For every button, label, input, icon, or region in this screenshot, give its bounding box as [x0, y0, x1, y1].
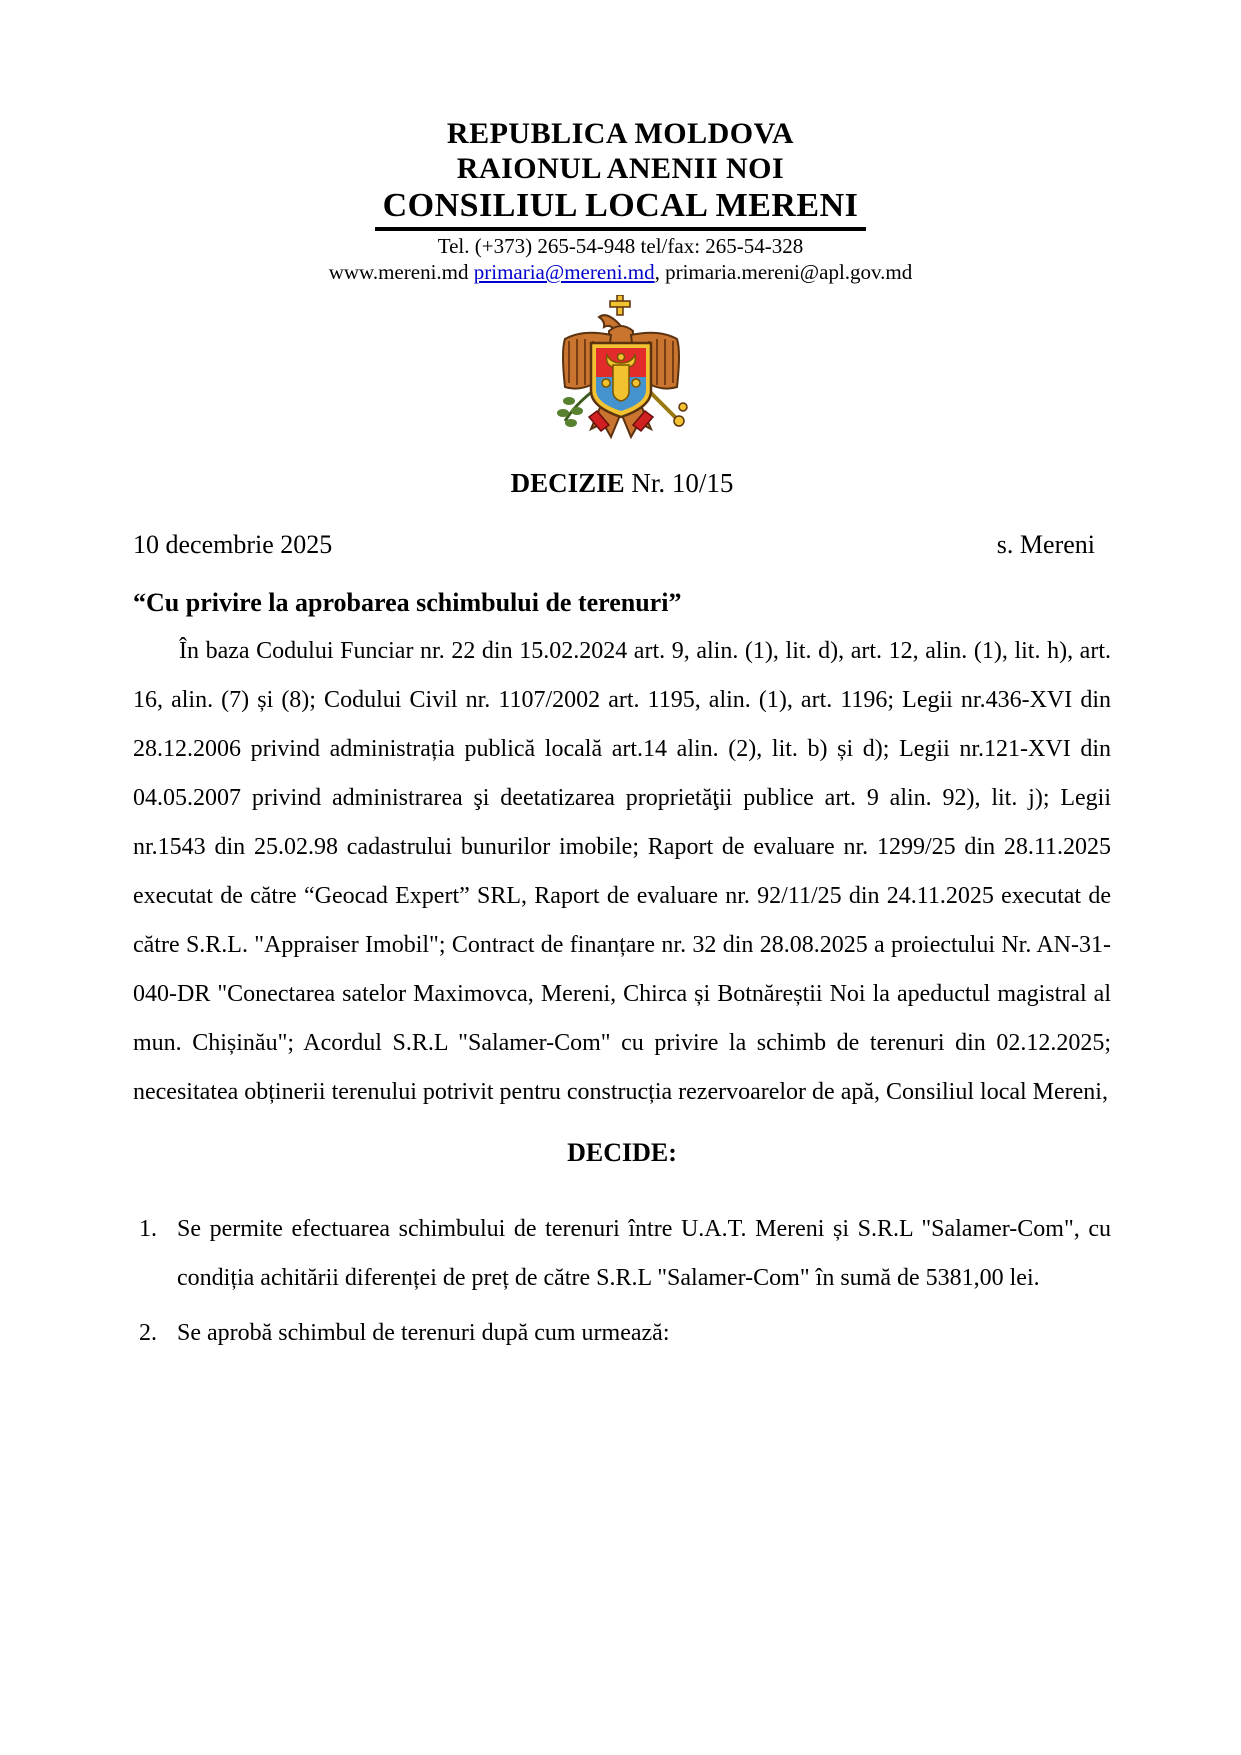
list-item [133, 1205, 1111, 1303]
date-place-row [133, 529, 1111, 561]
decision-items-list [133, 1205, 1111, 1358]
list-item-number: 2. [139, 1320, 157, 1346]
letterhead-council: CONSILIUL LOCAL MERENI [375, 188, 867, 231]
letterhead-telephone: Tel. (+373) 265-54-948 tel/fax: 265-54-328 [437, 234, 804, 258]
list-item-number: 1. [139, 1216, 157, 1242]
olive-branch-icon [557, 391, 593, 427]
shield-shape [591, 343, 651, 417]
letterhead-website: www.mereni.md [328, 260, 469, 284]
decision-title-label: DECIZIE [510, 468, 625, 498]
emblem-container [0, 295, 1241, 447]
decision-place: s. Mereni [996, 530, 1095, 559]
list-item-text: Se permite efectuarea schimbului de terenuri între U.A.T. Mereni și S.R.L "Salamer-Com", cu condiția achitării diferenței de preț de către S.R.L "Salamer-Com" în sumă de 5381,00 lei. [177, 1216, 1111, 1291]
decision-subject: “Cu privire la aprobarea schimbului de terenuri” [133, 588, 682, 617]
decide-label: DECIDE: [567, 1138, 677, 1167]
decision-date: 10 decembrie 2025 [133, 530, 333, 559]
primaria-email-link[interactable]: primaria@mereni.md [473, 260, 655, 284]
letterhead [0, 0, 1241, 285]
decision-title [133, 467, 1111, 499]
cross-icon [610, 295, 630, 315]
letterhead-council-wrap [0, 188, 1241, 231]
decision-preamble: În baza Codului Funciar nr. 22 din 15.02.2024 art. 9, alin. (1), lit. d), art. 12, alin. (1), lit. h), art. 16, alin. (7) și (8); Codului Civil nr. 1107/2002 art. 1195, alin. (1), art. 1196; Legii nr.436-XVI din 28.12.2006 privind administrația publică locală art.14 alin. (2), lit. b) și d); Legii nr.121-XVI din 04.05.2007 privind administrarea şi deetatizarea proprietăţii publice art. 9 alin. 92), lit. j); Legii nr.1543 din 25.02.98 cadastrului bunurilor imobile; Raport de evaluare nr. 1299/25 din 28.11.2025 executat de către “Geocad Expert” SRL, Raport de evaluare nr. 92/11/25 din 24.11.2025 executat de către S.R.L. "Appraiser Imobil"; Contract de finanțare nr. 32 din 28.08.2025 a proiectului Nr. AN-31-040-DR "Conectarea satelor Maximovca, Mereni, Chirca și Botnăreștii Noi la apeductul magistral al mun. Chișinău"; Acordul S.R.L "Salamer-Com" cu privire la schimb de terenuri din 02.12.2025; necesitatea obținerii terenului potrivit pentru construcția rezervoarelor de apă, Consiliul local Mereni, [133, 638, 1111, 1105]
moldova-coat-of-arms-icon [547, 295, 695, 445]
letterhead-email-secondary: , primaria.mereni@apl.gov.md [654, 260, 913, 284]
decision-title-number: Nr. 10/15 [624, 468, 734, 498]
letterhead-republic: REPUBLICA MOLDOVA [446, 117, 795, 150]
letterhead-district: RAIONUL ANENII NOI [456, 152, 785, 185]
document-body [133, 467, 1111, 1358]
list-item-text: Se aprobă schimbul de terenuri după cum urmează: [177, 1320, 670, 1346]
letterhead-contacts [0, 259, 1241, 285]
sceptre-icon [649, 391, 687, 426]
list-item [133, 1309, 1111, 1358]
